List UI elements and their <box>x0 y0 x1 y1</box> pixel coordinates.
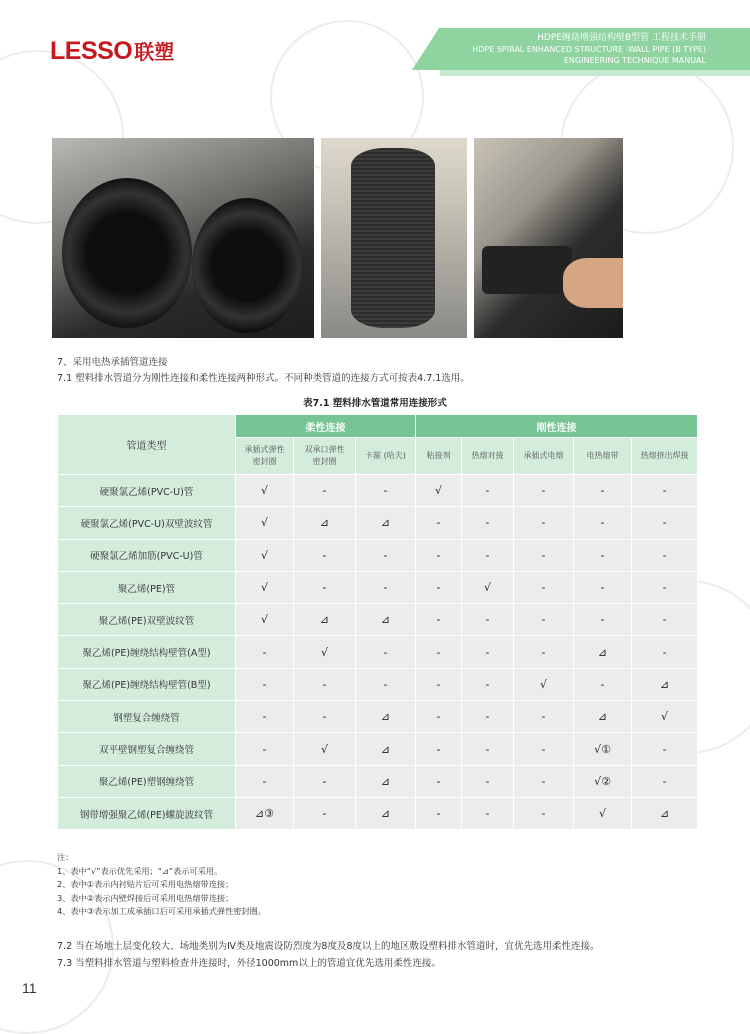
pipe-type-cell: 聚乙烯(PE)管 <box>58 571 236 603</box>
connection-table <box>57 414 698 830</box>
photo-pipe-fitting <box>474 138 623 338</box>
connection-cell: - <box>356 539 416 571</box>
connection-cell: - <box>574 604 632 636</box>
table-column-header: 粘接剂 <box>416 438 462 475</box>
connection-cell: ⊿ <box>574 701 632 733</box>
table-row <box>58 571 698 603</box>
connection-cell: √ <box>236 507 294 539</box>
connection-cell: ⊿ <box>356 507 416 539</box>
connection-cell: - <box>356 668 416 700</box>
logo-text-cn: 联塑 <box>134 42 175 64</box>
connection-cell: - <box>294 797 356 829</box>
paragraph-7-2: 7.2 当在场地土层变化较大、场地类别为Ⅳ类及地震设防烈度为8度及8度以上的地区敷设塑料排水管道时，宜优先选用柔性连接。 <box>57 941 600 952</box>
table-column-header: 双承口弹性 密封圈 <box>294 438 356 475</box>
table-row <box>58 701 698 733</box>
table-row <box>58 507 698 539</box>
pipe-type-cell: 钢带增强聚乙烯(PE)螺旋波纹管 <box>58 797 236 829</box>
pipe-type-cell: 硬聚氯乙烯(PVC-U)双壁波纹管 <box>58 507 236 539</box>
connection-cell: ⊿ <box>294 507 356 539</box>
paragraph-7-3: 7.3 当塑料排水管道与塑料检查井连接时，外径1000mm以上的管道宜优先选用柔性连接。 <box>57 958 441 969</box>
pipe-type-cell: 聚乙烯(PE)双壁波纹管 <box>58 604 236 636</box>
connection-cell: - <box>236 636 294 668</box>
table-row <box>58 765 698 797</box>
connection-cell: - <box>514 797 574 829</box>
connection-cell: ⊿ <box>294 604 356 636</box>
photo-inspection-well <box>321 138 467 338</box>
connection-cell: ⊿ <box>356 604 416 636</box>
table-column-header: 电热熔带 <box>574 438 632 475</box>
connection-cell: - <box>356 636 416 668</box>
connection-cell: √ <box>236 604 294 636</box>
table-column-header: 卡箍 (哈夫) <box>356 438 416 475</box>
table-header-rigid: 刚性连接 <box>416 415 698 438</box>
pipe-type-cell: 硬聚氯乙烯(PVC-U)管 <box>58 475 236 507</box>
header-title-en-2: ENGINEERING TECHNIQUE MANUAL <box>563 56 706 65</box>
connection-cell: - <box>462 604 514 636</box>
notes <box>57 851 266 919</box>
connection-cell: - <box>416 571 462 603</box>
connection-cell: - <box>632 604 698 636</box>
pipe-type-cell: 聚乙烯(PE)缠绕结构壁管(A型) <box>58 636 236 668</box>
connection-cell: - <box>462 475 514 507</box>
pipe-type-cell: 聚乙烯(PE)塑钢缠绕管 <box>58 765 236 797</box>
connection-cell: ⊿ <box>632 668 698 700</box>
connection-cell: - <box>416 733 462 765</box>
connection-cell: - <box>416 636 462 668</box>
connection-cell: - <box>294 475 356 507</box>
connection-cell: - <box>416 765 462 797</box>
connection-cell: - <box>462 797 514 829</box>
connection-cell: - <box>294 701 356 733</box>
connection-cell: - <box>356 571 416 603</box>
table-caption: 表7.1 塑料排水管道常用连接形式 <box>303 398 447 409</box>
connection-cell: ⊿ <box>574 636 632 668</box>
note-line: 4、表中③表示加工成承插口后可采用承插式弹性密封圈。 <box>57 906 267 916</box>
note-line: 注： <box>57 852 74 862</box>
connection-cell: - <box>514 765 574 797</box>
connection-cell: - <box>416 604 462 636</box>
connection-cell: ⊿③ <box>236 797 294 829</box>
pipe-type-cell: 钢塑复合缠绕管 <box>58 701 236 733</box>
connection-cell: ⊿ <box>356 765 416 797</box>
paragraph-7-1: 7.1 塑料排水管道分为刚性连接和柔性连接两种形式。不同种类管道的连接方式可按表4.7.1选用。 <box>57 373 470 384</box>
table-column-header: 承插式电熔 <box>514 438 574 475</box>
connection-cell: - <box>514 539 574 571</box>
table-row <box>58 604 698 636</box>
pipe-type-cell: 硬聚氯乙烯加筋(PVC-U)管 <box>58 539 236 571</box>
connection-cell: - <box>416 668 462 700</box>
connection-cell: - <box>632 475 698 507</box>
connection-cell: √ <box>294 636 356 668</box>
connection-cell: - <box>236 668 294 700</box>
table-row <box>58 636 698 668</box>
connection-cell: - <box>416 539 462 571</box>
header-title <box>472 33 706 66</box>
connection-cell: √ <box>236 475 294 507</box>
header-banner-stripe <box>440 70 750 76</box>
connection-cell: √ <box>416 475 462 507</box>
note-line: 1、表中“√”表示优先采用；“⊿”表示可采用。 <box>57 865 223 876</box>
connection-cell: - <box>514 733 574 765</box>
connection-cell: - <box>514 507 574 539</box>
connection-cell: ⊿ <box>356 733 416 765</box>
page-number: 11 <box>22 980 37 996</box>
connection-cell: - <box>574 539 632 571</box>
connection-cell: - <box>632 539 698 571</box>
connection-cell: - <box>514 475 574 507</box>
connection-cell: - <box>236 733 294 765</box>
connection-cell: - <box>294 765 356 797</box>
connection-cell: - <box>632 507 698 539</box>
table-header-flexible: 柔性连接 <box>236 415 416 438</box>
table-row <box>58 539 698 571</box>
pipe-type-cell: 聚乙烯(PE)缠绕结构壁管(B型) <box>58 668 236 700</box>
connection-cell: ⊿ <box>356 797 416 829</box>
connection-cell: - <box>356 475 416 507</box>
connection-cell: - <box>462 636 514 668</box>
connection-cell: - <box>416 701 462 733</box>
section-heading: 7、采用电热承插管道连接 <box>57 357 168 368</box>
photo-pipes <box>52 138 314 338</box>
connection-cell: √ <box>236 539 294 571</box>
connection-cell: - <box>574 475 632 507</box>
connection-cell: √① <box>574 733 632 765</box>
header-title-cn: HDPE缠绕增强结构壁B型管 工程技术手册 <box>537 33 706 43</box>
connection-cell: - <box>294 668 356 700</box>
pipe-type-cell: 双平壁钢塑复合缠绕管 <box>58 733 236 765</box>
table-row <box>58 668 698 700</box>
table-row <box>58 475 698 507</box>
note-line: 2、表中①表示内衬贴片后可采用电热熔带连接； <box>57 879 234 889</box>
table-header-pipe-type: 管道类型 <box>58 415 236 475</box>
table-row <box>58 733 698 765</box>
connection-cell: √ <box>294 733 356 765</box>
connection-cell: - <box>416 797 462 829</box>
connection-cell: - <box>462 507 514 539</box>
table-column-header: 热熔挤出焊接 <box>632 438 698 475</box>
connection-cell: - <box>514 571 574 603</box>
connection-cell: √ <box>462 571 514 603</box>
connection-cell: - <box>632 765 698 797</box>
connection-cell: - <box>462 765 514 797</box>
connection-cell: - <box>574 507 632 539</box>
connection-cell: - <box>236 701 294 733</box>
connection-cell: √ <box>632 701 698 733</box>
header-title-en-1: HDPE SPIRAL ENHANCED STRUCTURE -WALL PIPE (B TYPE) <box>472 45 706 54</box>
connection-cell: √ <box>514 668 574 700</box>
connection-cell: √ <box>236 571 294 603</box>
connection-cell: ⊿ <box>356 701 416 733</box>
connection-cell: - <box>574 668 632 700</box>
connection-cell: - <box>632 733 698 765</box>
connection-cell: - <box>236 765 294 797</box>
connection-cell: - <box>462 733 514 765</box>
connection-cell: - <box>462 668 514 700</box>
note-line: 3、表中②表示内壁焊接后可采用电热熔带连接； <box>57 892 234 903</box>
connection-cell: - <box>574 571 632 603</box>
table-column-header: 承插式弹性 密封圈 <box>236 438 294 475</box>
logo-text-en: LESSO <box>50 37 133 65</box>
connection-cell: - <box>294 571 356 603</box>
connection-cell: ⊿ <box>632 797 698 829</box>
connection-cell: - <box>632 571 698 603</box>
lesso-logo <box>50 36 174 66</box>
table-column-header: 热熔对接 <box>462 438 514 475</box>
connection-cell: - <box>462 539 514 571</box>
connection-cell: - <box>514 636 574 668</box>
connection-cell: - <box>632 636 698 668</box>
connection-cell: - <box>462 701 514 733</box>
connection-cell: √ <box>574 797 632 829</box>
connection-cell: - <box>514 604 574 636</box>
connection-cell: - <box>416 507 462 539</box>
connection-cell: - <box>294 539 356 571</box>
connection-cell: √② <box>574 765 632 797</box>
connection-cell: - <box>514 701 574 733</box>
table-row <box>58 797 698 829</box>
